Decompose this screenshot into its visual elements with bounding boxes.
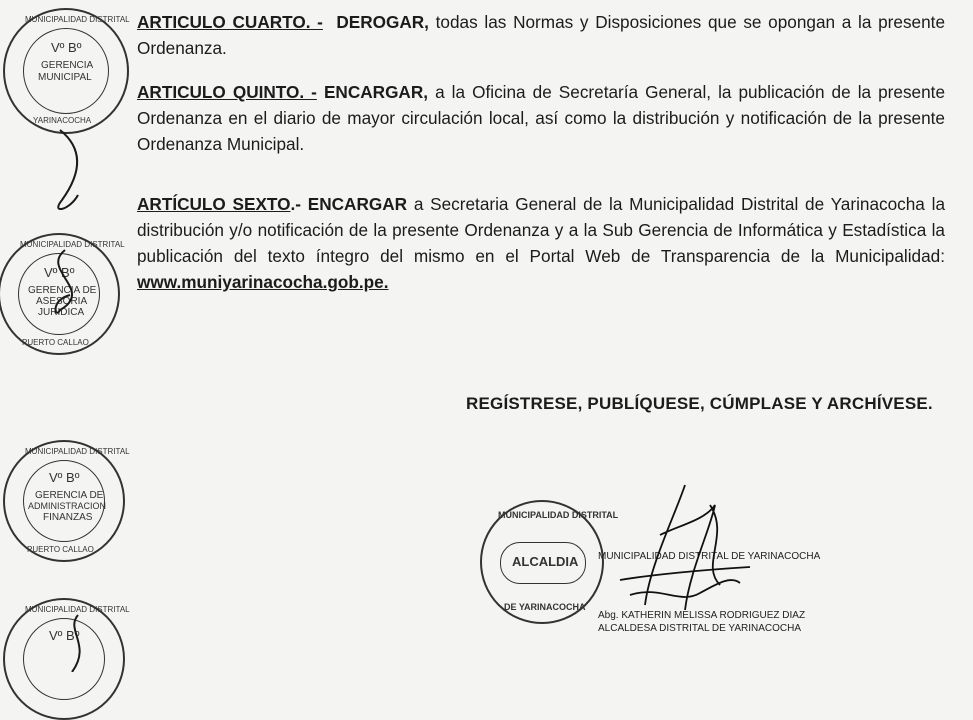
stamp-administracion-finanzas: MUNICIPALIDAD DISTRITAL Vº Bº GERENCIA DE ADMINISTRACION FINANZAS PUERTO CALLAO [3,440,125,562]
article-5 [137,79,945,157]
stamp-asesoria-juridica: MUNICIPALIDAD DISTRITAL Vº Bº GERENCIA DE ASESORIA JURIDICA PUERTO CALLAO [0,233,120,355]
signature-role: ALCALDESA DISTRITAL DE YARINACOCHA [598,623,802,634]
article-6-link[interactable]: www.muniyarinacocha.gob.pe. [137,272,389,293]
article-6-heading: ARTÍCULO SEXTO [137,194,291,215]
article-4-heading: ARTICULO CUARTO. - [137,12,323,33]
closing-formula: REGÍSTRESE, PUBLÍQUESE, CÚMPLASE Y ARCHÍVESE. [466,394,933,413]
stamp-gerencia-municipal: MUNICIPALIDAD DISTRITAL Vº Bº GERENCIA MUNICIPAL YARINACOCHA [3,8,129,134]
article-4-verb: DEROGAR, [336,12,429,33]
article-5-verb: ENCARGAR, [323,82,429,103]
article-4-text: todas las Normas y Disposiciones que se opongan a la presente Ordenanza. [137,12,946,59]
article-5-heading: ARTICULO QUINTO. - [137,82,317,103]
article-6 [137,191,945,295]
article-6-text: a Secretaria General de la Municipalidad Distrital de Yarinacocha la distribución y/o notificación de la presente Ordenanza y a la Sub Gerencia de Informática y Estadística la publicación del texto íntegro del mismo en el Portal Web de Transparencia de la Municipalidad: [137,194,946,267]
article-6-dot: .- [290,194,301,215]
signature-entity: MUNICIPALIDAD DISTRITAL DE YARINACOCHA [598,551,821,562]
article-5-text: a la Oficina de Secretaría General, la publicación de la presente Ordenanza en el diario de mayor circulación local, así como la distribución y notificación de la presente Ordenanza Municipal. [137,82,945,155]
stamp-bottom-partial: MUNICIPALIDAD DISTRITAL Vº Bº [3,598,125,720]
margin-initials-handwriting [0,0,140,672]
signature-name: Abg. KATHERIN MELISSA RODRIGUEZ DIAZ [598,610,806,621]
article-6-verb: ENCARGAR [307,194,408,215]
article-4 [137,9,945,61]
stamp-alcaldia: MUNICIPALIDAD DISTRITAL ALCALDIA DE YARINACOCHA [480,500,604,624]
